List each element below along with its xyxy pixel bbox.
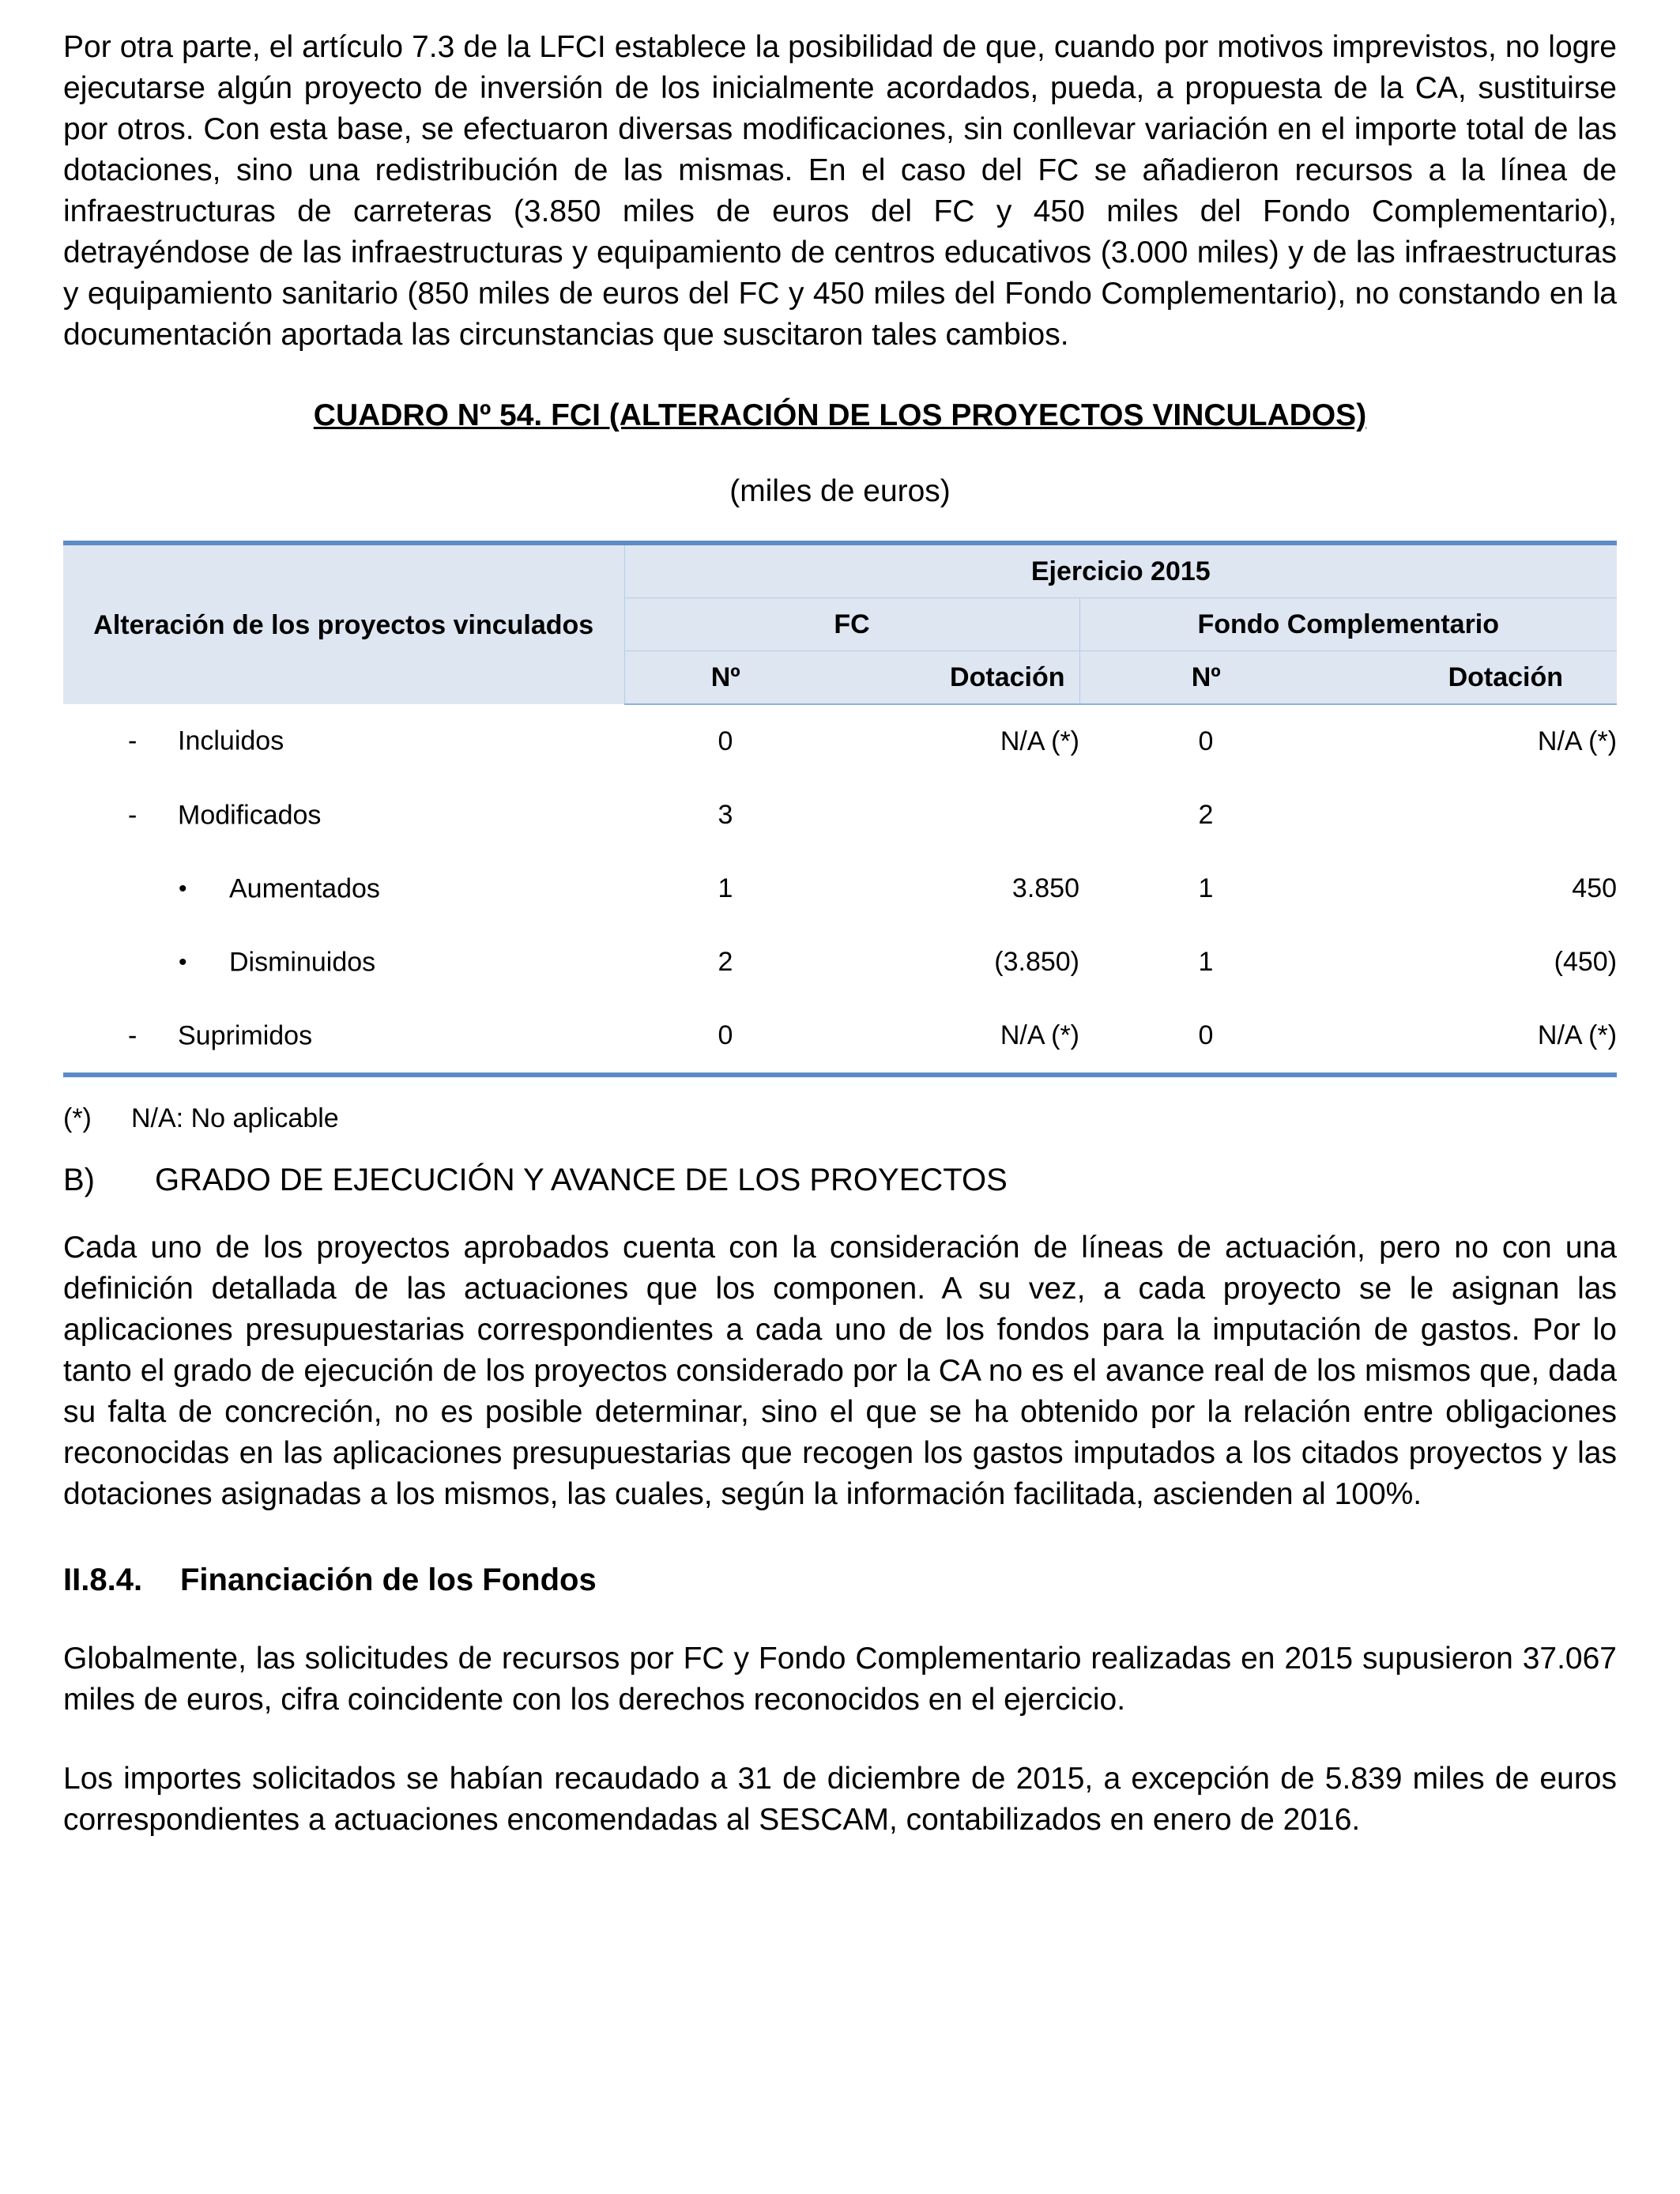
row-label-cell (63, 778, 624, 852)
fondo-dotacion-header: Dotación (1332, 651, 1617, 705)
fc-dotacion-header: Dotación (827, 651, 1079, 705)
row-label: Aumentados (229, 873, 380, 903)
paragraph-grado-ejecucion: Cada uno de los proyectos aprobados cuenta con la consideración de líneas de actuación, pero no con una definición detallada de las actuaciones que los componen. A su vez, a cada proyecto se le asignan las aplicaciones presupuestarias correspondientes a cada uno de los fondos para la imputación de gastos. Por lo tanto el grado de ejecución de los proyectos considerado por la CA no es el avance real de los mismos que, dada su falta de concreción, no es posible determinar, sino el que se ha obtenido por la relación entre obligaciones reconocidas en las aplicaciones presupuestarias que recogen los gastos imputados a los citados proyectos y las dotaciones asignadas a los mismos, las cuales, según la información facilitada, ascienden al 100%. (63, 1231, 1617, 1511)
section-number: II.8.4. (63, 1563, 143, 1597)
fc-n-header: Nº (624, 651, 827, 705)
section-II-8-4-heading (63, 1559, 1617, 1600)
fondo-dotacion-cell: N/A (*) (1332, 999, 1617, 1075)
table-row (63, 999, 1617, 1075)
fc-group-header: FC (624, 598, 1079, 651)
fc-n-cell: 0 (624, 999, 827, 1075)
fondo-n-header: Nº (1079, 651, 1332, 705)
row-label: Suprimidos (178, 1020, 313, 1050)
row-label-cell (63, 925, 624, 999)
dash-marker: - (128, 800, 137, 830)
row-header-cell (63, 543, 624, 704)
row-label-cell (63, 852, 624, 925)
fondo-n-cell: 0 (1079, 999, 1332, 1075)
paragraph-importes-solicitados: Los importes solicitados se habían recaudado a 31 de diciembre de 2015, a excepción de 5.839 miles de euros correspondientes a actuaciones encomendadas al SESCAM, contabilizados en enero de 2016. (63, 1762, 1617, 1837)
dash-marker: - (128, 1020, 137, 1050)
row-label-cell (63, 704, 624, 778)
fondo-dotacion-cell (1332, 778, 1617, 852)
section-title: Financiación de los Fondos (180, 1563, 597, 1597)
dash-marker: - (128, 726, 137, 756)
fc-n-cell: 1 (718, 873, 733, 903)
fc-dotacion-cell: (3.850) (994, 947, 1079, 977)
fondo-dotacion-cell: (450) (1554, 947, 1618, 977)
table-row (63, 704, 1617, 778)
ejercicio-header: Ejercicio 2015 (624, 543, 1617, 598)
fc-dotacion-cell (827, 778, 1079, 852)
fondo-n-cell: 1 (1198, 947, 1214, 977)
fc-n-cell: 2 (718, 947, 733, 977)
fc-n-cell: 3 (718, 800, 733, 830)
table-row (63, 925, 1617, 999)
fci-alteration-table (63, 541, 1617, 1077)
footnote-mark: (*) (63, 1103, 92, 1133)
fondo-n-cell: 1 (1198, 873, 1214, 903)
fc-dotacion-cell: N/A (*) (827, 999, 1079, 1075)
fc-dotacion-cell: N/A (*) (1000, 726, 1079, 756)
fondo-dotacion-cell: 450 (1572, 873, 1618, 903)
fc-n-cell: 0 (718, 726, 733, 756)
paragraph-globalmente: Globalmente, las solicitudes de recursos por FC y Fondo Complementario realizadas en 2015 supusieron 37.067 miles de euros, cifra coincidente con los derechos reconocidos en el ejercicio. (63, 1642, 1617, 1717)
row-label: Incluidos (178, 726, 284, 756)
section-b-title: GRADO DE EJECUCIÓN Y AVANCE DE LOS PROYECTOS (155, 1163, 1008, 1197)
row-header-label: Alteración de los proyectos vinculados (93, 609, 594, 640)
document-page (63, 24, 1617, 1841)
fondo-n-cell: 0 (1198, 726, 1214, 756)
table-subtitle: (miles de euros) (729, 474, 951, 508)
row-label: Modificados (178, 800, 322, 830)
table-footnote (63, 1101, 1617, 1136)
row-label-cell (63, 999, 624, 1075)
table-row (63, 852, 1617, 925)
fondo-group-header: Fondo Complementario (1079, 598, 1617, 651)
row-label: Disminuidos (229, 947, 376, 977)
section-b-heading (63, 1159, 1617, 1201)
fondo-n-cell: 2 (1198, 800, 1214, 830)
bullet-marker: • (179, 875, 187, 902)
footnote-text: N/A: No aplicable (131, 1103, 339, 1133)
fc-dotacion-cell: 3.850 (1011, 873, 1079, 903)
table-title: CUADRO Nº 54. FCI (ALTERACIÓN DE LOS PROYECTOS VINCULADOS) (313, 398, 1367, 432)
fondo-dotacion-cell: N/A (*) (1537, 726, 1618, 756)
paragraph-article-7-3: Por otra parte, el artículo 7.3 de la LFCI establece la posibilidad de que, cuando por motivos imprevistos, no logre ejecutarse algún proyecto de inversión de los inicialmente acordados, pueda, a propuesta de la CA, sustituirse por otros. Con esta base, se efectuaron diversas modificaciones, sin conllevar variación en el importe total de las dotaciones, sino una redistribución de las mismas. En el caso del FC se añadieron recursos a la línea de infraestructuras de carreteras (3.850 miles de euros del FC y 450 miles del Fondo Complementario), detrayéndose de las infraestructuras y equipamiento de centros educativos (3.000 miles) y de las infraestructuras y equipamiento sanitario (850 miles de euros del FC y 450 miles del Fondo Complementario), no constando en la documentación aportada las circunstancias que suscitaron tales cambios. (63, 30, 1617, 352)
table-row (63, 778, 1617, 852)
bullet-marker: • (179, 948, 187, 975)
section-b-letter: B) (63, 1163, 95, 1197)
